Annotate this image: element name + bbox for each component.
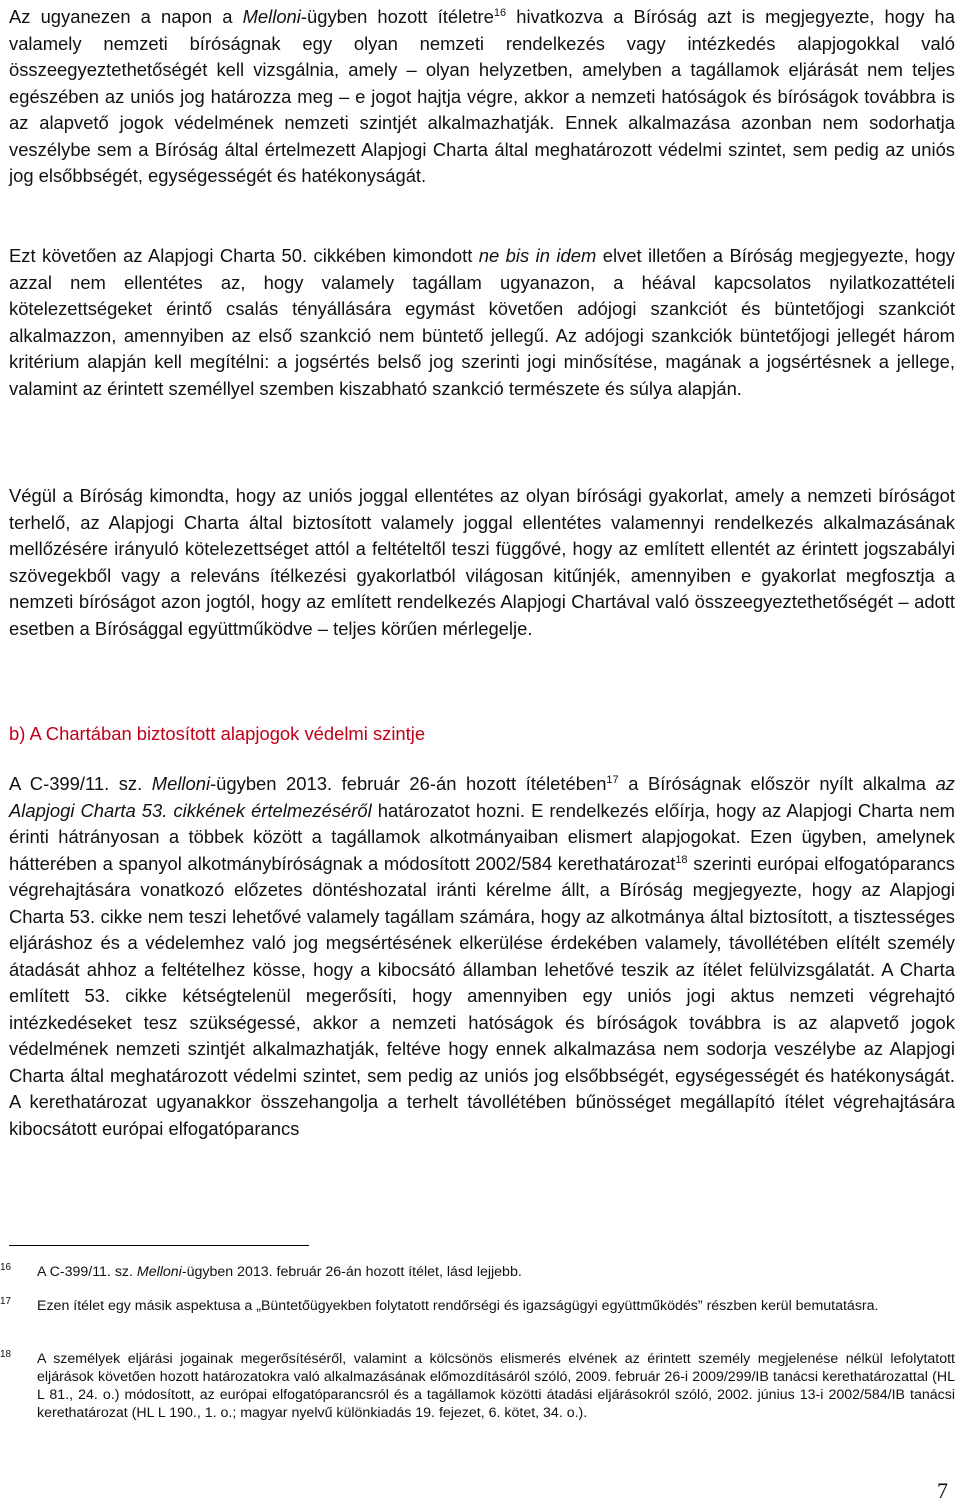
paragraph-melloni-intro: Az ugyanezen a napon a Melloni-ügyben hozott ítéletre$^{16}$ hivatkozva a Bíróság azt is megjegyezte, hogy ha valamely nemzeti bíróságnak egy olyan nemzeti rendelkezés vagy intézkedés alapjogokkal való összeegyeztethetőségét kell vizsgálnia, amely – olyan helyzetben, amelyben a tagállamok eljárását nem teljes egészében az uniós jog határozza meg – e jogot hajtja végre, akkor a nemzeti hatóságok és bíróságok továbbra is az alapvető jogok védelmének nemzeti szintjét alkalmazhatják. Ennek alkalmazása azonban nem sodorhatja veszélybe sem a Bíróság által értelmezett Alapjogi Charta által meghatározott védelmi szintet, sem pedig az uniós jog elsőbbségét, egységességét és hatékonyságát. — [9, 6, 956, 186]
footnote-16: 16 A C-399/11. sz. Melloni-ügyben 2013. február 26-án hozott ítélet, lásd lejjebb. — [9, 1263, 955, 1281]
charter-article-reference: az Alapjogi Charta 53. cikkének értelmezéséről — [9, 773, 955, 821]
paragraph-conclusion: Végül a Bíróság kimondta, hogy az uniós joggal ellentétes az olyan bírósági gyakorlat, amely a nemzeti bíróságot terhelő, az Alapjogi Charta által biztosított valamely joggal ellentétes valamennyi rendelkezés alkalmazásának mellőzésére irányuló kötelezettséget attól a feltételtől teszi függővé, hogy az említett ellentét az érintett jogszabályi szövegekből vagy a releváns ítélkezési gyakorlatból világosan kitűnjék, amennyiben e gyakorlat megfosztja a nemzeti bíróságot azon jogtól, hogy az említett rendelkezés Alapjogi Chartával való összeegyeztethetőségét – adott esetben a Bírósággal együttműködve – teljes körűen mérlegelje. — [9, 485, 955, 639]
footnote-number: 17 — [0, 1296, 12, 1307]
footnote-number: 18 — [0, 1349, 12, 1360]
footnote-ref-18[interactable]: 18 — [675, 853, 688, 866]
case-name: Melloni — [242, 6, 301, 27]
paragraph-charter-53: A C-399/11. sz. Melloni-ügyben 2013. február 26-án hozott ítéletében$^{17}$ a Bíróságnak először nyílt alkalma az Alapjogi Charta 53. cikkének értelmezéséről határozatot hozni. E rendelkezés előírja, hogy az Alapjogi Charta nem érinti hátrányosan a többek között a tagállamok alkotmányaiban elismert alapjogokat. Ezen ügyben, amelynek hátterében a spanyol alkotmánybíróságnak a módosított 2002/584 kerethatározat$^{18}$ szerinti európai elfogatóparancs végrehajtására vonatkozó előzetes döntéshozatal iránti kérelme állt, a Bíróság megjegyezte, hogy az Alapjogi Charta 53. cikke nem teszi lehetővé valamely tagállam számára, hogy az alkotmánya által biztosított, a tisztességes eljáráshoz és a védelemhez való jog megsértésének elkerülése érdekében valamely, távollétében elítélt személy átadását ahhoz a feltételhez kösse, hogy a kibocsátó államban lehetővé teszik az ítélet felülvizsgálatát. A Charta említett 53. cikke kétségtelenül megerősíti, hogy amennyiben egy uniós jogi aktus nemzeti végrehajtó intézkedéseket tesz szükségessé, akkor a nemzeti hatóságok és bíróságok továbbra is az alapvető jogok védelmének nemzeti szintjét alkalmazhatják, feltéve hogy ennek alkalmazása nem sodorja veszélybe az Alapjogi Charta által meghatározott védelmi szintet, sem pedig az uniós jog elsőbbségét, egységességét és hatékonyságát. A kerethatározat ugyanakkor összehangolja a terhelt távollétében bűnösséget megállapító ítélet végrehajtására kibocsátott európai elfogatóparancs — [9, 773, 955, 1139]
latin-term: ne bis in idem — [478, 245, 597, 266]
footnote-18: 18 A személyek eljárási jogainak megerősítéséről, valamint a kölcsönös elismerés elvének az érintett személy megjelenése nélkül lefolytatott eljárások követően hozott határozatokra való alkalmazásának előmozdításáról szóló, 2009. február 26-i 2009/299/IB tanácsi kerethatározattal (HL L 81., 24. o.) módosított, az európai elfogatóparancsról és a tagállamok közötti átadási eljárásokról szóló, 2002. június 13-i 2002/584/IB tanácsi kerethatározat (HL L 190., 1. o.; magyar nyelvű különkiadás 19. fejezet, 6. kötet, 34. o.). — [9, 1350, 955, 1422]
paragraph-ne-bis-in-idem: Ezt követően az Alapjogi Charta 50. cikkében kimondott ne bis in idem elvet illetően a Bíróság megjegyezte, hogy azzal nem ellentétes az, hogy valamely tagállam ugyanazon, a héával kapcsolatos nyilatkozattételi kötelezettségeket érintő csalás tényállására egymást követően adójogi szankciót és büntetőjogi szankciót alkalmazzon, amennyiben az első szankció nem büntető jellegű. Az adójogi szankciók büntetőjogi jellegét három kritérium alapján kell megítélni: a jogsértés belső jog szerinti jogi minősítése, magának a jogsértésnek a jellege, valamint az érintett személlyel szemben kiszabható szankció természete és súlya alapján. — [9, 245, 955, 399]
footnote-ref-16[interactable]: 16 — [493, 6, 507, 19]
footnote-17: 17 Ezen ítélet egy másik aspektusa a „Büntetőügyekben folytatott rendőrségi és igazságügyi együttműködés” részben kerül bemutatásra. — [9, 1297, 955, 1315]
footnote-number: 16 — [0, 1262, 12, 1273]
page-number: 7 — [937, 1478, 948, 1503]
section-heading: b) A Chartában biztosított alapjogok védelmi szintje — [9, 723, 426, 744]
case-name: Melloni — [151, 773, 211, 794]
footnote-ref-17[interactable]: 17 — [606, 773, 619, 786]
footnote-separator — [9, 1245, 309, 1246]
